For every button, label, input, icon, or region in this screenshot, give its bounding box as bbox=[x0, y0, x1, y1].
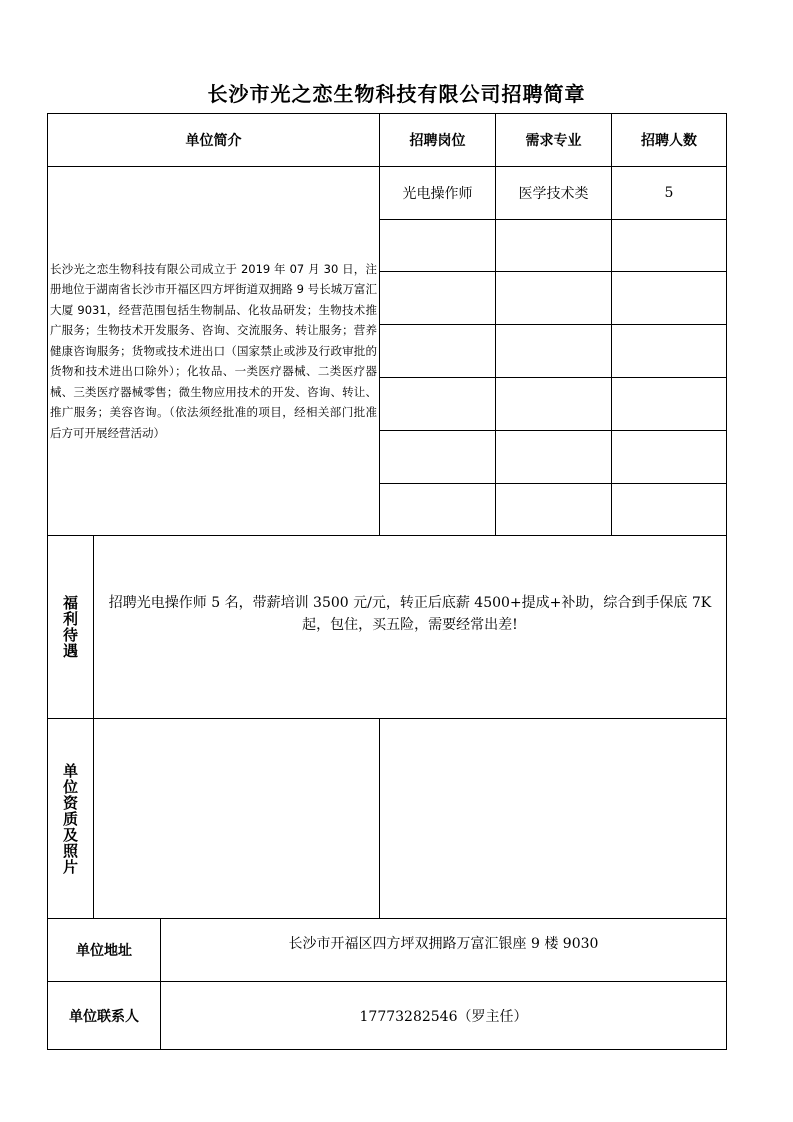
job-count-cell: 5 bbox=[611, 166, 727, 220]
job-position-cell bbox=[379, 483, 496, 536]
job-major-cell bbox=[495, 377, 612, 431]
qualification-label: 单位资质及照片 bbox=[47, 718, 94, 919]
job-position-cell bbox=[379, 324, 496, 378]
company-intro-text: 长沙光之恋生物科技有限公司成立于 2019 年 07 月 30 日，注册地位于湖南省长沙市开福区四方坪街道双拥路 9 号长城万富汇大厦 9031，经营范围包括生物制品、化妆品研发；生物技术推广服务；生物技术开发服务、咨询、交流服务、转让服务；营养健康咨询服务；货物或技术进出口（国家禁止或涉及行政审批的货物和技术进出口除外）；化妆品、一类医疗器械、二类医疗器械、三类医疗器械零售；微生物应用技术的开发、咨询、转让、推广服务；美容咨询。（依法须经批准的项目，经相关部门批准后方可开展经营活动） bbox=[50, 261, 377, 440]
header-position: 招聘岗位 bbox=[379, 113, 496, 167]
contact-value: 17773282546（罗主任） bbox=[160, 981, 727, 1050]
job-position-cell bbox=[379, 377, 496, 431]
job-major-cell bbox=[495, 324, 612, 378]
job-position-cell: 光电操作师 bbox=[379, 166, 496, 220]
header-count: 招聘人数 bbox=[611, 113, 727, 167]
job-major-cell bbox=[495, 430, 612, 484]
job-count-cell bbox=[611, 324, 727, 378]
job-count-cell bbox=[611, 219, 727, 272]
address-label: 单位地址 bbox=[47, 918, 161, 982]
header-major: 需求专业 bbox=[495, 113, 612, 167]
company-intro bbox=[47, 166, 380, 536]
job-position-cell bbox=[379, 219, 496, 272]
job-count-cell bbox=[611, 271, 727, 325]
qualification-photo-right bbox=[379, 718, 727, 919]
job-count-cell bbox=[611, 430, 727, 484]
job-major-cell: 医学技术类 bbox=[495, 166, 612, 220]
job-major-cell bbox=[495, 483, 612, 536]
welfare-text: 招聘光电操作师 5 名，带薪培训 3500 元/元，转正后底薪 4500+提成+补助，综合到手保底 7K 起，包住，买五险，需要经常出差! bbox=[93, 535, 727, 719]
page-title: 长沙市光之恋生物科技有限公司招聘简章 bbox=[207, 82, 586, 106]
job-count-cell bbox=[611, 483, 727, 536]
job-position-cell bbox=[379, 271, 496, 325]
job-count-cell bbox=[611, 377, 727, 431]
qualification-photo-left bbox=[93, 718, 380, 919]
address-value: 长沙市开福区四方坪双拥路万富汇银座 9 楼 9030 bbox=[160, 918, 727, 982]
contact-label: 单位联系人 bbox=[47, 981, 161, 1050]
job-major-cell bbox=[495, 219, 612, 272]
job-position-cell bbox=[379, 430, 496, 484]
header-intro: 单位简介 bbox=[47, 113, 380, 167]
welfare-label: 福利待遇 bbox=[47, 535, 94, 719]
job-major-cell bbox=[495, 271, 612, 325]
